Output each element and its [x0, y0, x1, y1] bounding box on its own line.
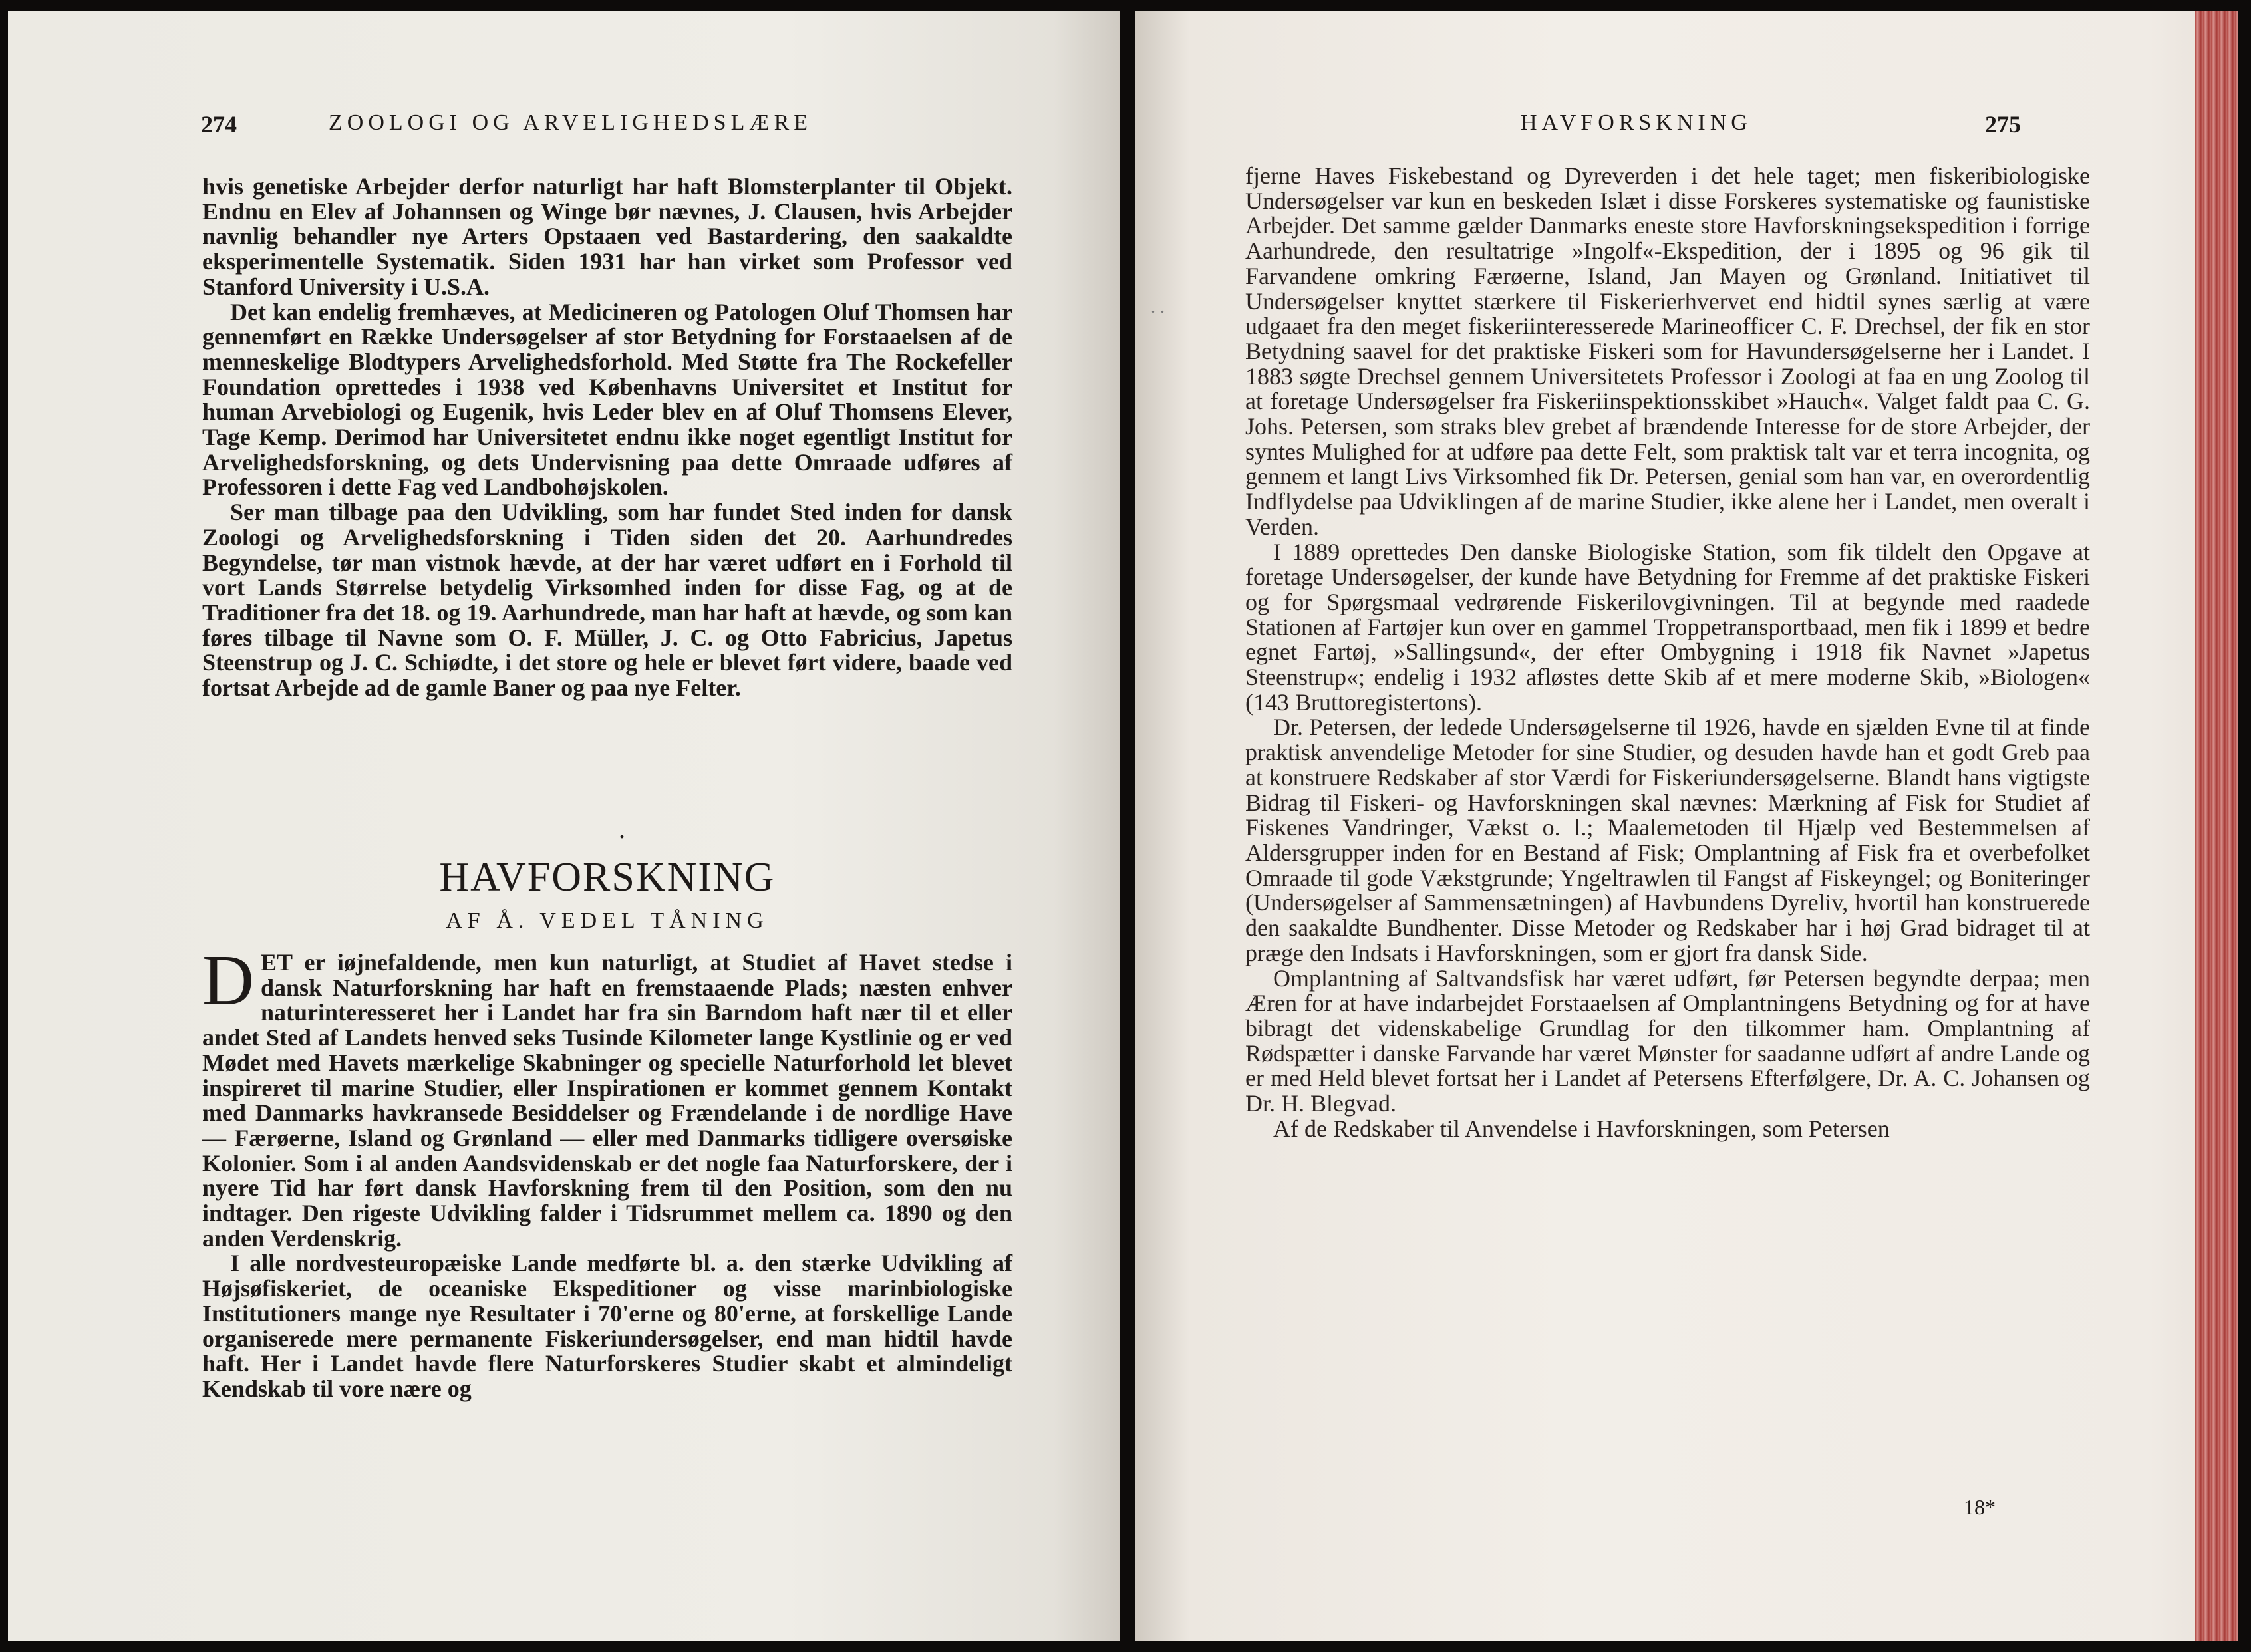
- paragraph: Det kan endelig fremhæves, at Medicineren og Patologen Oluf Thomsen har gennemført en Række Undersøgelser af stor Betydning for Forstaaelsen af de menneskelige Blodtypers Arvelighedsforhold. Med Støtte fra The Rockefeller Foundation oprettedes i 1938 ved Københavns Universitet et Institut for human Arvebiologi og Eugenik, hvis Leder blev en af Oluf Thomsens Elever, Tage Kemp. Derimod har Universitetet endnu ikke noget egentligt Institut for Arvelighedsforskning, og dets Undervisning paa dette Omraade udføres af Professoren i dette Fag ved Landbohøjskolen.: [202, 298, 1012, 501]
- section-author: AF Å. VEDEL TÅNING: [446, 908, 769, 933]
- running-head-left: ZOOLOGI OG ARVELIGHEDSLÆRE: [329, 110, 813, 135]
- paragraph-text: ET er iøjnefaldende, men kun naturligt, at Studiet af Havet stedse i dansk Naturforskning har haft en fremstaaende Plads; næsten enhver naturinteresseret her i Landet har fra sin Barndom haft nær til et eller andet Sted af Landets henved seks Tusinde Kilometer lange Kystlinie og er ved Mødet med Havets mærkelige Skabninger og specielle Naturforhold let blevet inspireret til marine Studier, eller Inspirationen er kommet gennem Kontakt med Danmarks havkransede Besiddelser og Frændelande i de nordlige Have — Færøerne, Island og Grønland — eller med Danmarks tidligere oversøiske Kolonier. Som i al anden Aandsvidenskab er det nogle faa Naturforskere, der i nyere Tid har ført dansk Havforskning frem til den Position, som den nu indtager. Den rigeste Udvikling falder i Tidsrummet mellem ca. 1890 og den anden Verdenskrig.: [202, 949, 1012, 1252]
- margin-mark: . .: [1151, 297, 1165, 317]
- paragraph: I 1889 oprettedes Den danske Biologiske Station, som fik tildelt den Opgave at foretage Undersøgelser, der kunde have Betydning for Fremme af det praktiske Fiskeri og for Spørgsmaal vedrørende Fiskerilovgivningen. Til at begynde med raadede Stationen af Fartøjer kun over en gammel Troppetransportbaad, men fik i 1899 et bedre egnet Fartøj, »Sallingsund«, der efter Ombygning i 1918 fik Navnet »Japetus Steenstrup«; endelig i 1932 afløstes dette Skib af et mere moderne Skib, »Biologen« (143 Bruttoregistertons).: [1245, 538, 2090, 716]
- paragraph: Ser man tilbage paa den Udvikling, som har fundet Sted inden for dansk Zoologi og Arvelighedsforskning i Tiden siden det 20. Aarhundredes Begyndelse, tør man vistnok hævde, at der har været udført en i Forhold til vort Lands Størrelse betydelig Virksomhed inden for disse Fag, og at de Traditioner fra det 18. og 19. Aarhundrede, man har haft at hævde, og som kan føres tilbage til Navne som O. F. Müller, J. C. og Otto Fabricius, Japetus Steenstrup og J. C. Schiødte, i det store og hele er blevet ført videre, baade ved fortsat Arbejde ad de gamle Baner og paa nye Felter.: [202, 499, 1012, 702]
- page-number-left: 274: [201, 111, 237, 138]
- paragraph: Dr. Petersen, der ledede Undersøgelserne til 1926, havde en sjælden Evne til at finde praktisk anvendelige Metoder for sine Studier, og desuden havde han et godt Greb paa at konstruere Redskaber af stor Værdi for Fiskeriundersøgelserne. Blandt hans vigtigste Bidrag til Fiskeri- og Havforskningen skal nævnes: Mærkning af Fisk for Studiet af Fiskenes Vandringer, Vækst o. l.; Maalemetoden til Hjælp ved Bestemmelsen af Aldersgrupper inden for en Bestand af Fisk; Omplantning af Fisk fra et overbefolket Omraade til gode Vækstgrunde; Yngeltrawlen til Fangst af Fiskeyngel; og Boniteringer (Undersøgelser af Sammensætningen) af Havbundens Dyreliv, hvortil han konstruerede den saakaldte Bundhenter. Disse Metoder og Redskaber har i høj Grad bidraget til at præge den Indsats i Havforskningen, som er gjort fra dansk Side.: [1245, 714, 2090, 966]
- page-number-right: 275: [1985, 111, 2021, 138]
- left-page: [8, 11, 1120, 1641]
- drop-cap: D: [202, 941, 254, 1020]
- section-title: HAVFORSKNING: [439, 855, 776, 900]
- paragraph: hvis genetiske Arbejder derfor naturligt har haft Blomsterplanter til Objekt. Endnu en Elev af Johannsen og Winge bør nævnes, J. Clausen, hvis Arbejder navnlig behandler nye Arters Opstaaen ved Bastardering, den saakaldte eksperimentelle Systematik. Siden 1931 har han virket som Professor ved Stanford University i U.S.A.: [202, 173, 1012, 300]
- paragraph: Af de Redskaber til Anvendelse i Havforskningen, som Petersen: [1273, 1115, 1890, 1142]
- left-bottom-text: [202, 941, 1012, 1402]
- paragraph: Omplantning af Saltvandsfisk har været udført, før Petersen begyndte derpaa; men Æren for at have indarbejdet Forstaaelsen af Omplantningens Betydning og for at have bibragt det videnskabelige Grundlag for den tilkommer ham. Omplantning af Rødspætter i danske Farvande har været Mønster for saadanne udført af andre Lande og er med Held blevet fortsat her i Landet af Petersens Efterfølgere, Dr. A. C. Johansen og Dr. H. Blegvad.: [1245, 964, 2090, 1117]
- paragraph: I alle nordvesteuropæiske Lande medførte bl. a. den stærke Udvikling af Højsøfiskeriet, de oceaniske Ekspeditioner og visse marinbiologiske Institutioners mange nye Resultater i 70'erne og 80'erne, at forskellige Lande organiserede mere permanente Fiskeriundersøgelser, end man hidtil havde haft. Her i Landet havde flere Naturforskeres Studier skabt et almindeligt Kendskab til vore nære og: [202, 1250, 1012, 1402]
- page-edge: [2195, 11, 2238, 1641]
- running-head-right: HAVFORSKNING: [1521, 110, 1752, 135]
- right-page: [1135, 11, 2238, 1641]
- paragraph: fjerne Haves Fiskebestand og Dyreverden i det hele taget; men fiskeribiologiske Undersøgelser var kun en beskeden Islæt i disse Forskeres systematiske og faunistiske Arbejder. Det samme gælder Danmarks eneste store Havforskningsekspedition i forrige Aarhundrede, den resultatrige »Ingolf«-Ekspedition, der i 1895 og 96 gik til Farvandene omkring Færøerne, Island, Jan Mayen og Grønland. Initiativet til Undersøgelser knyttet stærkere til Fiskerierhvervet end hidtil synes særlig at være udgaaet fra den meget fiskeriinteresserede Marineofficer C. F. Drechsel, der fik en stor Betydning saavel for det praktiske Fiskeri som for Havundersøgelserne her i Landet. I 1883 søgte Drechsel gennem Universitetets Professor i Zoologi at faa en ung Zoolog til at foretage Undersøgelser fra Fiskeriinspektionsskibet »Hauch«. Valget faldt paa C. G. Johs. Petersen, som straks blev grebet af brændende Interesse for de store Arbejder, der syntes Mulighed for at udføre paa dette Felt, som praktisk talt var et terra incognita, og gennem et langt Livs Virksomhed fik Dr. Petersen, genial som han var, en overordentlig Indflydelse paa Udviklingen af de marine Studier, ikke alene her i Landet, men overalt i Verden.: [1245, 162, 2090, 540]
- right-text: [1245, 164, 2090, 1141]
- left-top-text: [202, 174, 1012, 701]
- paragraph: [202, 941, 1012, 1252]
- signature-mark: 18*: [1964, 1495, 1996, 1519]
- section-separator: ·: [619, 826, 626, 848]
